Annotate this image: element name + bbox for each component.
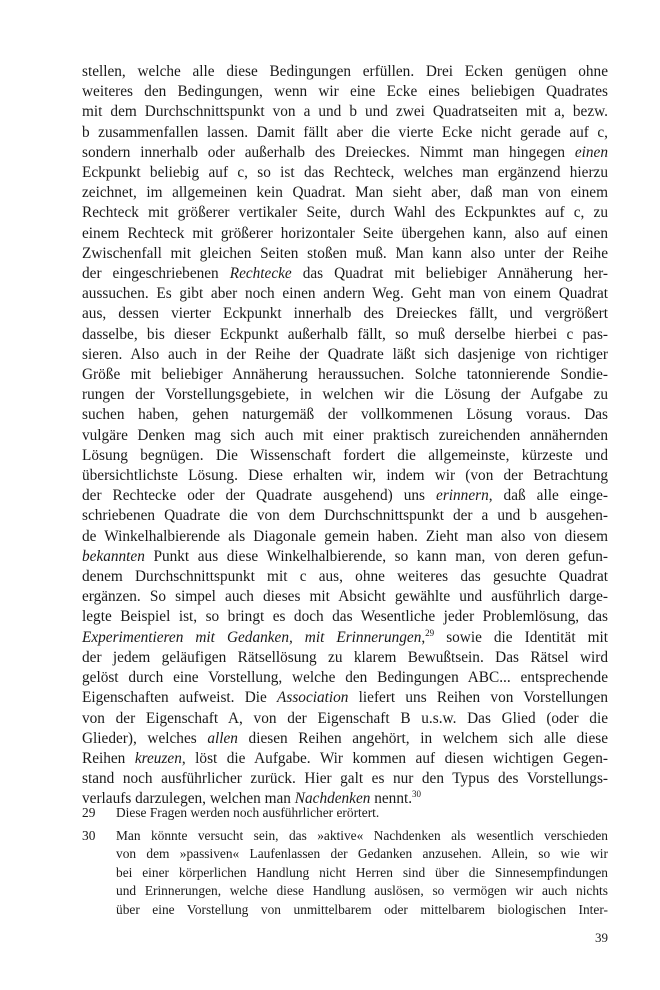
text-line: Eckpunkt beliebig auf c, so ist das Rechteck, welches man ergänzend hierzu: [82, 164, 608, 182]
text-line: aussuchen. Es gibt aber noch einen andern Weg. Geht man von einem Quadrat: [82, 285, 608, 303]
footnote-29: [82, 804, 608, 823]
text-line: aus, dessen vierter Eckpunkt innerhalb des Dreieckes fällt, und vergrößert: [82, 305, 608, 323]
text-line: der Rechtecke oder der Quadrate ausgehend) uns erinnern, daß alle einge-: [82, 487, 608, 505]
text-line: von der Eigenschaft A, von der Eigenschaft B u.s.w. Das Glied (oder die: [82, 709, 608, 727]
footnote-text-line: über eine Vorstellung von unmittelbarem oder mittelbarem biologischen Inter-: [116, 901, 608, 917]
text-line: b zusammenfallen lassen. Damit fällt aber die vierte Ecke nicht gerade auf c,: [82, 123, 608, 141]
text-line: rungen der Vorstellungsgebiete, in welchen wir die Lösung der Aufgabe zu: [82, 386, 608, 404]
text-line: Lösung begnügen. Die Wissenschaft fordert die allgemeinste, kürzeste und: [82, 446, 608, 464]
footnote-ref-29[interactable]: 29: [425, 627, 435, 638]
footnote-text-line: Man könnte versucht sein, das »aktive« Nachdenken als wesentlich verschieden: [116, 827, 608, 843]
footnote-text: Diese Fragen werden noch ausführlicher erörtert.: [116, 805, 380, 820]
text-line: Experimentieren mit Gedanken, mit Erinnerungen,$^{29}$ sowie die Identität mit: [82, 627, 608, 646]
text-line: sieren. Also auch in der Reihe der Quadrate läßt sich dasjenige von richtiger: [82, 345, 608, 363]
text-line: ergänzen. So simpel auch dieses mit Absicht gewählte und ausführlich darge-: [82, 588, 608, 606]
text-line: der jedem geläufigen Rätsellösung zu klarem Bewußtsein. Das Rätsel wird: [82, 648, 608, 666]
text-line: weiteres den Bedingungen, wenn wir eine Ecke eines beliebigen Quadrates: [82, 83, 608, 101]
text-line: zeichnet, im allgemeinen kein Quadrat. Man sieht aber, daß man von einem: [82, 184, 608, 202]
text-line: denem Durchschnittspunkt mit c aus, ohne weiteres das gesuchte Quadrat: [82, 568, 608, 586]
text-line: gelöst durch eine Vorstellung, welche den Bedingungen ABC... entsprechende: [82, 669, 608, 687]
page-number: 39: [595, 930, 608, 945]
footnote-text-line: bei einer körperlichen Handlung nicht Herren sind über die Sinnesempfindungen: [116, 864, 608, 880]
text-line: dasselbe, bis dieser Eckpunkt außerhalb fällt, so muß derselbe hierbei c pas-: [82, 325, 608, 343]
text-line: bekannten Punkt aus diese Winkelhalbierende, so kann man, von deren gefun-: [82, 547, 608, 565]
text-line: de Winkelhalbierende als Diagonale gemein haben. Zieht man also von diesem: [82, 527, 608, 545]
text-line: Größe mit beliebiger Annäherung heraussuchen. Solche tatonnierende Sondie-: [82, 366, 608, 384]
footnote-number: 29: [82, 805, 96, 820]
text-line: mit dem Durchschnittspunkt von a und b und zwei Quadratseiten mit a, bezw.: [82, 103, 608, 121]
text-line: einem Rechteck mit größerer horizontaler Seite übergehen kann, also auf einen: [82, 224, 608, 242]
text-line: verlaufs darzulegen, welchen man Nachdenken nennt.$^{30}$: [82, 789, 422, 808]
text-line: übersichtlichste Lösung. Diese erhalten wir, indem wir (von der Betrachtung: [82, 467, 608, 485]
text-line: suchen haben, gehen naturgemäß der vollkommenen Lösung voraus. Das: [82, 406, 608, 424]
text-line: stand noch ausführlicher zurück. Hier galt es nur den Typus des Vorstellungs-: [82, 770, 608, 788]
footnotes: [82, 804, 608, 920]
text-line: vulgäre Denken mag sich auch mit einer praktisch zureichenden annähernden: [82, 426, 608, 444]
text-line: stellen, welche alle diese Bedingungen erfüllen. Drei Ecken genügen ohne: [82, 63, 608, 80]
text-line: Zwischenfall mit gleichen Seiten stoßen muß. Man kann also unter der Reihe: [82, 244, 608, 262]
text-line: Glieder), welches allen diesen Reihen angehört, in welchem sich alle diese: [82, 729, 608, 747]
footnote-text-line: von dem »passiven« Laufenlassen der Gedanken anzusehen. Allein, so wie wir: [116, 846, 608, 862]
footnote-number: 30: [82, 827, 96, 843]
main-text: [82, 62, 608, 810]
text-line: schriebenen Quadrate die von dem Durchschnittspunkt der a und b ausgehen-: [82, 507, 608, 525]
footnote-ref-30[interactable]: 30: [412, 789, 422, 800]
text-line: Eigenschaften aufweist. Die Association liefert uns Reihen von Vorstellungen: [82, 689, 608, 707]
text-line: Rechteck mit größerer vertikaler Seite, durch Wahl des Eckpunktes auf c, zu: [82, 204, 608, 222]
text-line: sondern innerhalb oder außerhalb des Dreieckes. Nimmt man hingegen einen: [82, 143, 608, 161]
text-line: Reihen kreuzen, löst die Aufgabe. Wir kommen auf diesen wichtigen Gegen-: [82, 749, 608, 767]
footnote-text-line: und Erinnerungen, welche diese Handlung auslösen, so vermögen wir auch nichts: [116, 883, 608, 899]
footnote-30: [82, 827, 608, 920]
text-line: der eingeschriebenen Rechtecke das Quadrat mit beliebiger Annäherung her-: [82, 265, 609, 283]
text-line: legte Beispiel ist, so bringt es doch das Wesentliche jeder Problemlösung, das: [82, 608, 608, 626]
